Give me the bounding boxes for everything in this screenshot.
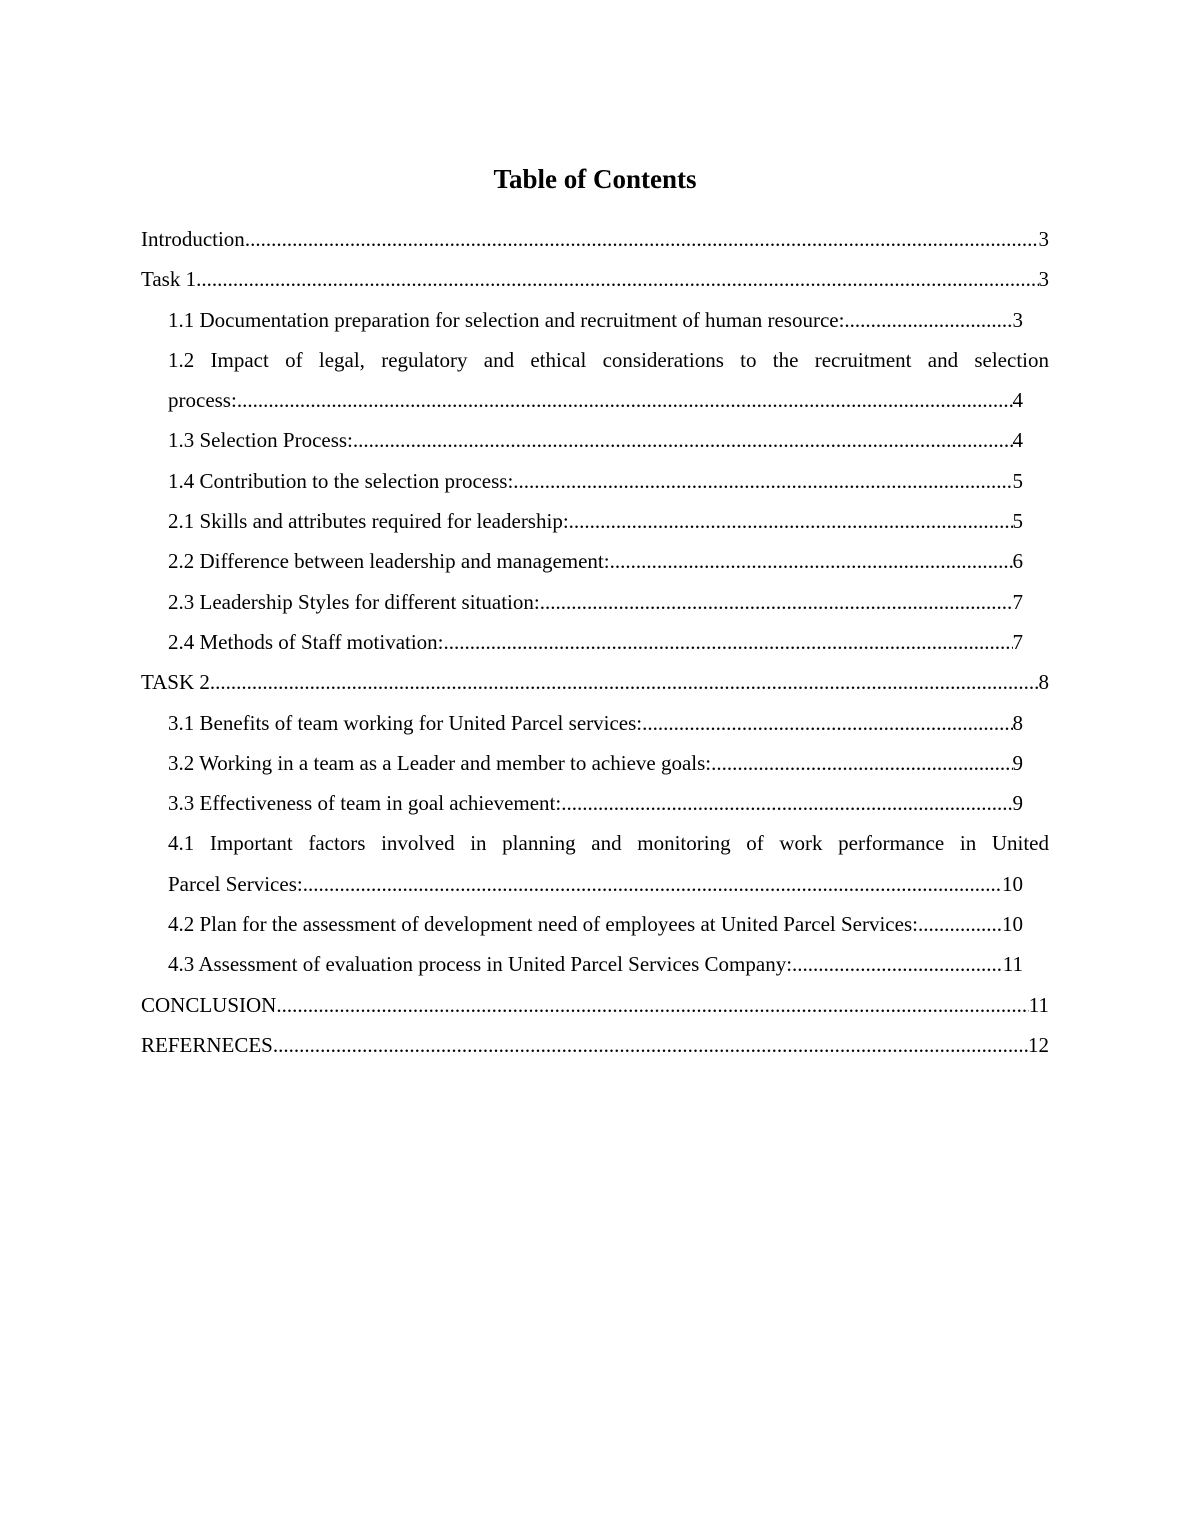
- dot-leader: [196, 259, 1038, 299]
- toc-entry-label: 2.4 Methods of Staff motivation:: [168, 629, 444, 654]
- table-of-contents: [141, 219, 1049, 1065]
- toc-entry-label: CONCLUSION: [141, 992, 277, 1017]
- toc-entry-label-line1: 4.1 Important factors involved in planning and monitoring of work performance in United: [168, 831, 1049, 856]
- toc-entry-task-1[interactable]: [141, 259, 1049, 299]
- dot-leader: [792, 944, 1003, 984]
- toc-entry-2-3[interactable]: [168, 582, 1023, 622]
- toc-entry-page: 10: [1002, 871, 1023, 896]
- toc-entry-1-4[interactable]: [168, 461, 1023, 501]
- toc-entry-page: 3: [1038, 267, 1049, 292]
- toc-entry-page: 4: [1012, 388, 1023, 413]
- toc-entry-4-2[interactable]: [168, 904, 1023, 944]
- toc-entry-label: 1.4 Contribution to the selection process:: [168, 468, 514, 493]
- toc-entry-4-3[interactable]: [168, 944, 1023, 984]
- toc-entry-label-line2: Parcel Services:: [168, 871, 303, 896]
- toc-entry-3-2[interactable]: [168, 743, 1023, 783]
- toc-entry-page: 9: [1012, 750, 1023, 775]
- dot-leader: [245, 219, 1039, 259]
- dot-leader: [561, 783, 1012, 823]
- toc-entry-label: 3.1 Benefits of team working for United Parcel services:: [168, 710, 643, 735]
- toc-entry-page: 7: [1012, 589, 1023, 614]
- toc-entry-label: Task 1: [141, 267, 197, 292]
- toc-entry-page: 12: [1028, 1032, 1049, 1057]
- toc-entry-introduction[interactable]: [141, 219, 1049, 259]
- dot-leader: [540, 582, 1013, 622]
- dot-leader: [513, 461, 1012, 501]
- toc-entry-label: 2.1 Skills and attributes required for leadership:: [168, 509, 569, 534]
- toc-entry-page: 4: [1012, 428, 1023, 453]
- toc-entry-label: 2.3 Leadership Styles for different situation:: [168, 589, 540, 614]
- toc-entry-label: 3.2 Working in a team as a Leader and member to achieve goals:: [168, 750, 712, 775]
- dot-leader: [276, 985, 1028, 1025]
- toc-entry-label: REFERNECES: [141, 1032, 273, 1057]
- toc-entry-conclusion[interactable]: [141, 985, 1049, 1025]
- toc-entry-page: 3: [1038, 227, 1049, 251]
- toc-entry-2-2[interactable]: [168, 541, 1023, 581]
- toc-entry-label-line2: process:: [168, 388, 237, 413]
- toc-entry-3-3[interactable]: [168, 783, 1023, 823]
- toc-entry-1-2[interactable]: [168, 340, 1049, 421]
- toc-entry-label: 4.3 Assessment of evaluation process in United Parcel Services Company:: [168, 952, 793, 977]
- toc-entry-page: 11: [1028, 992, 1049, 1017]
- toc-entry-1-3[interactable]: [168, 420, 1023, 460]
- dot-leader: [844, 300, 1012, 340]
- toc-entry-page: 5: [1012, 468, 1023, 493]
- toc-entry-page: 9: [1012, 791, 1023, 816]
- toc-entry-3-1[interactable]: [168, 703, 1023, 743]
- toc-entry-page: 7: [1012, 629, 1023, 654]
- dot-leader: [444, 622, 1013, 662]
- toc-entry-2-1[interactable]: [168, 501, 1023, 541]
- toc-entry-page: 5: [1012, 509, 1023, 534]
- dot-leader: [237, 380, 1013, 420]
- toc-entry-label: 1.1 Documentation preparation for selection and recruitment of human resource:: [168, 307, 845, 332]
- dot-leader: [918, 904, 1002, 944]
- dot-leader: [642, 703, 1012, 743]
- toc-entry-label: Introduction: [141, 227, 245, 251]
- toc-entry-references[interactable]: [141, 1025, 1049, 1065]
- dot-leader: [303, 864, 1002, 904]
- dot-leader: [711, 743, 1012, 783]
- toc-entry-page: 3: [1012, 307, 1023, 332]
- toc-entry-page: 10: [1002, 912, 1023, 937]
- toc-entry-1-1[interactable]: [168, 300, 1023, 340]
- toc-entry-task-2[interactable]: [141, 662, 1049, 702]
- dot-leader: [353, 420, 1013, 460]
- toc-entry-label: TASK 2: [141, 670, 210, 695]
- toc-entry-label-line1: 1.2 Impact of legal, regulatory and ethical considerations to the recruitment and selection: [168, 347, 1049, 372]
- toc-entry-4-1[interactable]: [168, 823, 1049, 904]
- toc-title: Table of Contents: [493, 164, 697, 194]
- toc-entry-label: 2.2 Difference between leadership and management:: [168, 549, 610, 574]
- dot-leader: [610, 541, 1013, 581]
- toc-entry-2-4[interactable]: [168, 622, 1023, 662]
- toc-entry-page: 8: [1038, 670, 1049, 695]
- dot-leader: [210, 662, 1039, 702]
- toc-entry-label: 3.3 Effectiveness of team in goal achievement:: [168, 791, 562, 816]
- toc-entry-label: 1.3 Selection Process:: [168, 428, 353, 453]
- dot-leader: [569, 501, 1013, 541]
- dot-leader: [273, 1025, 1028, 1065]
- toc-entry-label: 4.2 Plan for the assessment of development need of employees at United Parcel Services:: [168, 912, 918, 937]
- toc-entry-page: 8: [1012, 710, 1023, 735]
- toc-entry-page: 11: [1002, 952, 1023, 977]
- toc-entry-page: 6: [1012, 549, 1023, 574]
